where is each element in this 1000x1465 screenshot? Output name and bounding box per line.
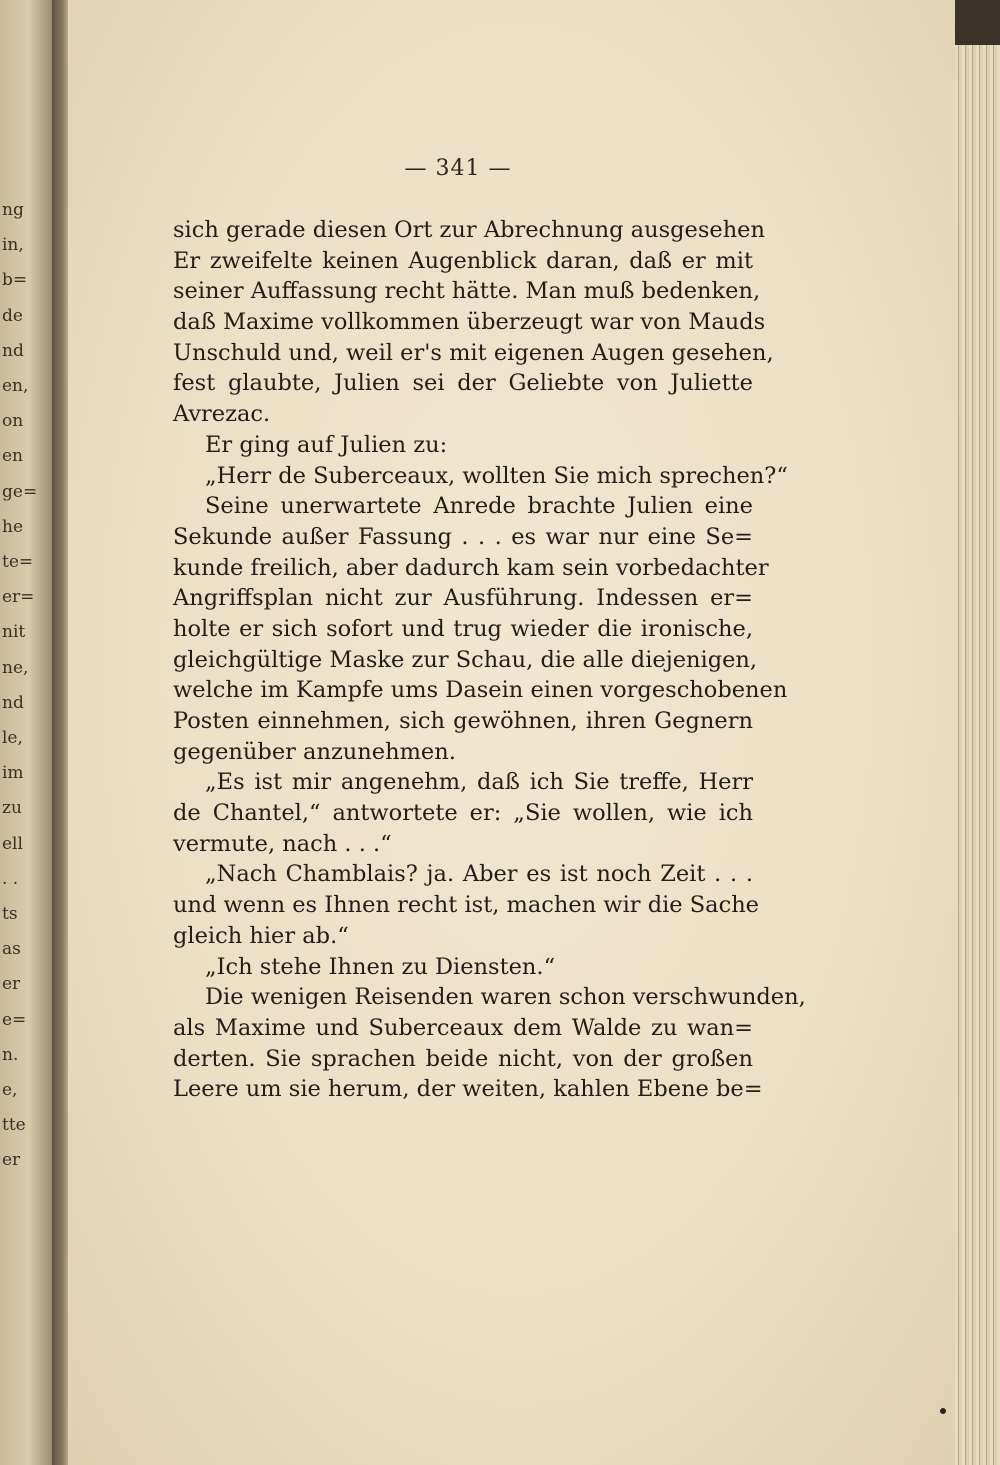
text-line: fest glaubte, Julien sei der Geliebte von Juliette bbox=[173, 370, 753, 397]
facing-page-fragment: le, bbox=[2, 728, 23, 748]
facing-page-fragment: in, bbox=[2, 235, 24, 256]
facing-page-fragment: he bbox=[2, 516, 24, 537]
page-edges bbox=[955, 0, 1000, 1465]
facing-page-fragment: de bbox=[2, 305, 23, 326]
text-line: Seine unerwartete Anrede brachte Julien eine bbox=[205, 493, 753, 520]
text-line: de Chantel,“ antwortete er: „Sie wollen, wie ich bbox=[173, 800, 753, 827]
facing-page-fragment: zu bbox=[2, 798, 22, 819]
text-line: Die wenigen Reisenden waren schon verschwunden, bbox=[205, 984, 806, 1011]
text-line: Leere um sie herum, der weiten, kahlen Ebene be= bbox=[173, 1076, 763, 1103]
facing-page-fragment: e, bbox=[2, 1080, 18, 1100]
text-line: „Es ist mir angenehm, daß ich Sie treffe, Herr bbox=[205, 769, 753, 796]
facing-page-fragment: ell bbox=[2, 833, 23, 854]
text-line: gleich hier ab.“ bbox=[173, 922, 349, 949]
text-line: Unschuld und, weil er's mit eigenen Augen gesehen, bbox=[173, 339, 774, 366]
text-line: sich gerade diesen Ort zur Abrechnung ausgesehen bbox=[173, 217, 765, 243]
body-text bbox=[173, 215, 806, 1105]
facing-page-fragment: te= bbox=[2, 552, 34, 572]
text-line: „Herr de Suberceaux, wollten Sie mich sprechen?“ bbox=[205, 462, 788, 489]
facing-page-fragment: ne, bbox=[2, 657, 29, 678]
text-line: Er ging auf Julien zu: bbox=[205, 431, 448, 458]
facing-page-fragment: on bbox=[2, 411, 24, 432]
facing-page-fragment: en, bbox=[2, 376, 29, 396]
facing-page-fragment: nit bbox=[2, 622, 26, 643]
facing-page-edge bbox=[0, 0, 52, 1465]
facing-page-fragment: im bbox=[2, 763, 24, 784]
facing-page-fragment: er bbox=[2, 974, 21, 995]
facing-page-fragment: er bbox=[2, 1150, 21, 1171]
page-number: — 341 — bbox=[404, 156, 512, 181]
facing-page-fragment: as bbox=[2, 939, 21, 960]
facing-page-fragment: ng bbox=[2, 200, 24, 220]
text-line: kunde freilich, aber dadurch kam sein vorbedachter bbox=[173, 554, 769, 581]
text-line: vermute, nach . . .“ bbox=[173, 830, 392, 857]
text-line: als Maxime und Suberceaux dem Walde zu wan= bbox=[173, 1014, 753, 1041]
facing-page-fragment: ts bbox=[2, 904, 18, 924]
facing-page-fragment: b= bbox=[2, 270, 28, 291]
facing-page-fragment: tte bbox=[2, 1115, 26, 1136]
text-line: Avrezac. bbox=[173, 401, 271, 428]
text-line: daß Maxime vollkommen überzeugt war von Mauds bbox=[173, 309, 766, 336]
text-line: derten. Sie sprachen beide nicht, von der großen bbox=[173, 1045, 753, 1072]
text-line: „Ich stehe Ihnen zu Diensten.“ bbox=[205, 953, 556, 980]
facing-page-fragment: er= bbox=[2, 587, 35, 608]
text-line: und wenn es Ihnen recht ist, machen wir die Sache bbox=[173, 892, 759, 919]
text-line: Posten einnehmen, sich gewöhnen, ihren Gegnern bbox=[173, 708, 753, 734]
text-line: holte er sich sofort und trug wieder die ironische, bbox=[173, 615, 753, 642]
text-line: gleichgültige Maske zur Schau, die alle diejenigen, bbox=[173, 646, 758, 673]
text-line: Er zweifelte keinen Augenblick daran, daß er mit bbox=[173, 247, 753, 274]
facing-page-fragment: nd bbox=[2, 340, 24, 361]
text-line: gegenüber anzunehmen. bbox=[173, 738, 456, 765]
text-line: seiner Auffassung recht hätte. Man muß bedenken, bbox=[173, 278, 761, 305]
text-line: „Nach Chamblais? ja. Aber es ist noch Zeit . . . bbox=[205, 861, 753, 888]
facing-page-fragment: nd bbox=[2, 692, 24, 713]
text-line: Angriffsplan nicht zur Ausführung. Indessen er= bbox=[173, 585, 753, 612]
ink-speck bbox=[940, 1408, 946, 1414]
text-line: welche im Kampfe ums Dasein einen vorgeschobenen bbox=[173, 677, 788, 704]
facing-page-fragment: ge= bbox=[2, 481, 38, 502]
facing-page-fragment: n. bbox=[2, 1044, 19, 1065]
facing-page-fragment: . . bbox=[2, 868, 19, 889]
facing-page-fragment: en bbox=[2, 446, 24, 467]
facing-page-fragment: e= bbox=[2, 1009, 27, 1030]
page-edges-shadow bbox=[955, 0, 1000, 45]
text-line: Sekunde außer Fassung . . . es war nur eine Se= bbox=[173, 523, 753, 550]
